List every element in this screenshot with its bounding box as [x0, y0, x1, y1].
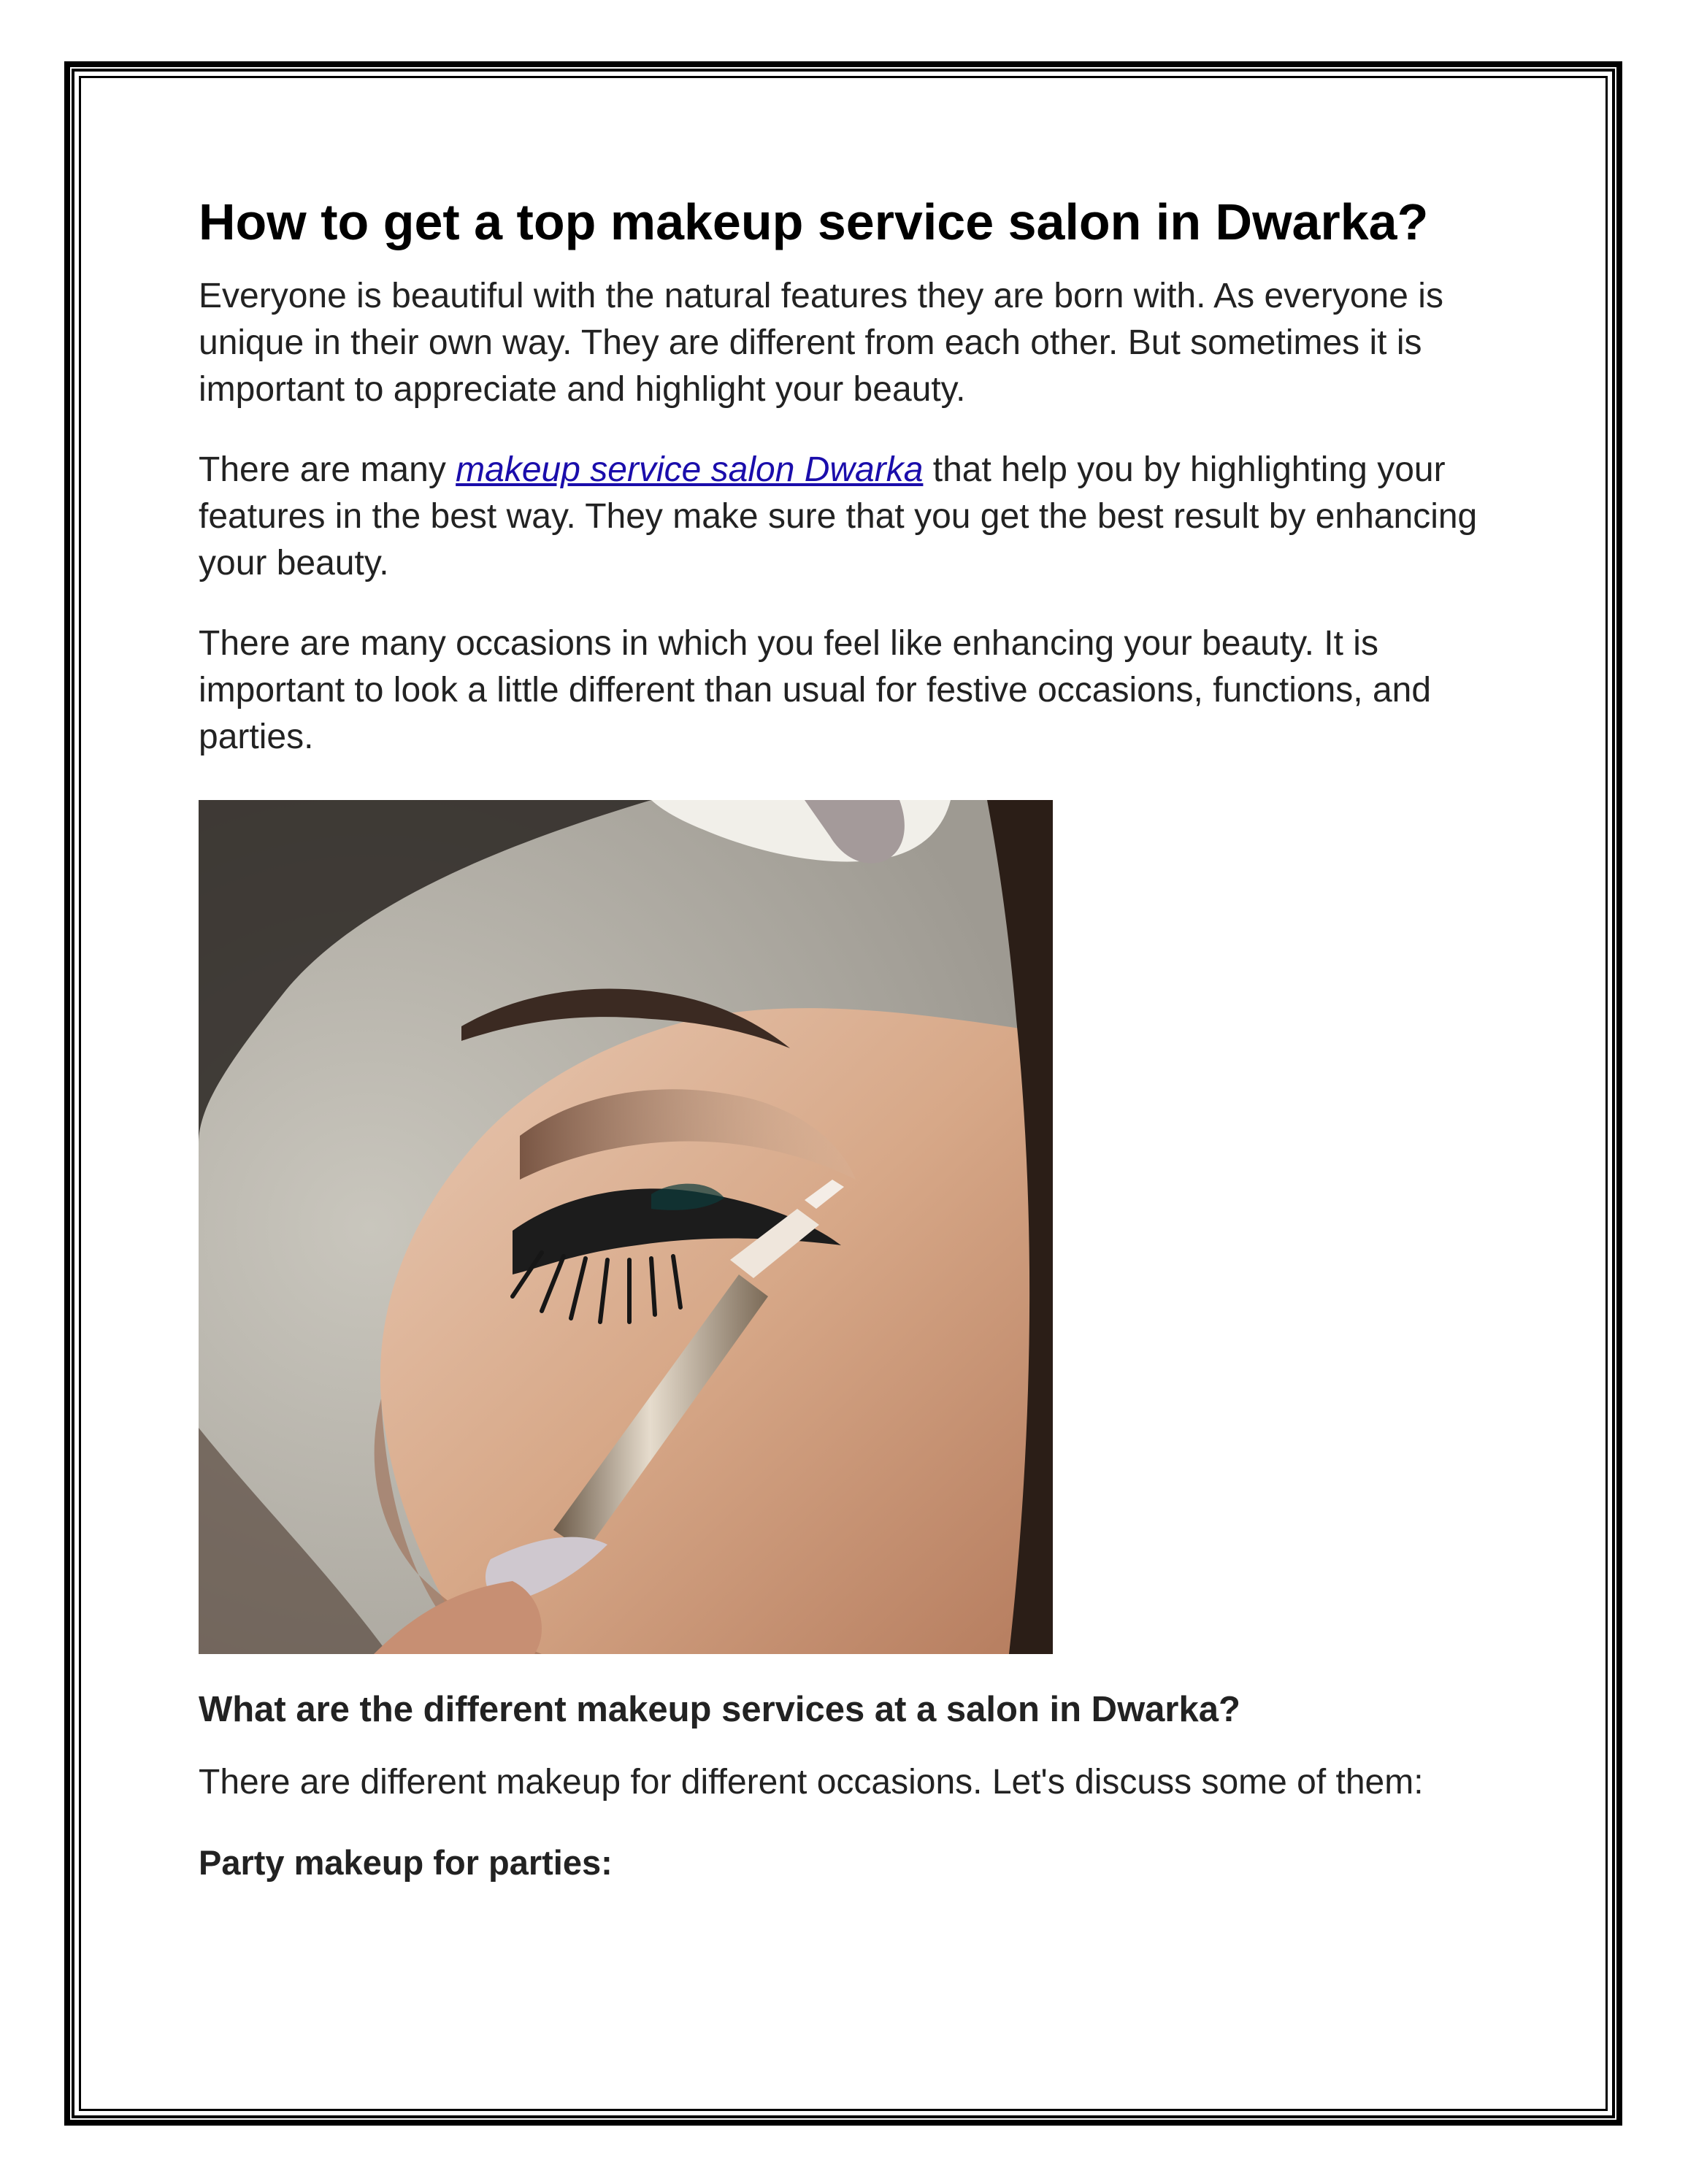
paragraph-intro: Everyone is beautiful with the natural features they are born with. As everyone is unique in their own way. They are different from each other. But sometimes it is important to appreciate and highlight your beauty.: [199, 277, 1443, 409]
article-title: How to get a top makeup service salon in Dwarka?: [199, 193, 1429, 250]
paragraph-text-after-link: that help you by highlighting your features in the best way. They make sure that you get the best result by enhancing your beauty.: [199, 450, 1478, 582]
paragraph-services-intro: There are different makeup for different occasions. Let's discuss some of them:: [199, 1763, 1424, 1802]
paragraph-text-before-link: There are many: [199, 450, 456, 489]
makeup-eye-illustration: [199, 800, 1053, 1654]
party-makeup-heading: Party makeup for parties:: [199, 1843, 613, 1882]
makeup-eye-photo: [199, 800, 1053, 1654]
article-body: [199, 191, 1498, 1886]
services-subheading: What are the different makeup services at a salon in Dwarka?: [199, 1690, 1240, 1729]
paragraph-occasions: There are many occasions in which you feel like enhancing your beauty. It is important to look a little different than usual for festive occasions, functions, and parties.: [199, 624, 1432, 756]
makeup-salon-link[interactable]: makeup service salon Dwarka: [456, 450, 924, 489]
paragraph-salon-link: [199, 447, 1498, 587]
